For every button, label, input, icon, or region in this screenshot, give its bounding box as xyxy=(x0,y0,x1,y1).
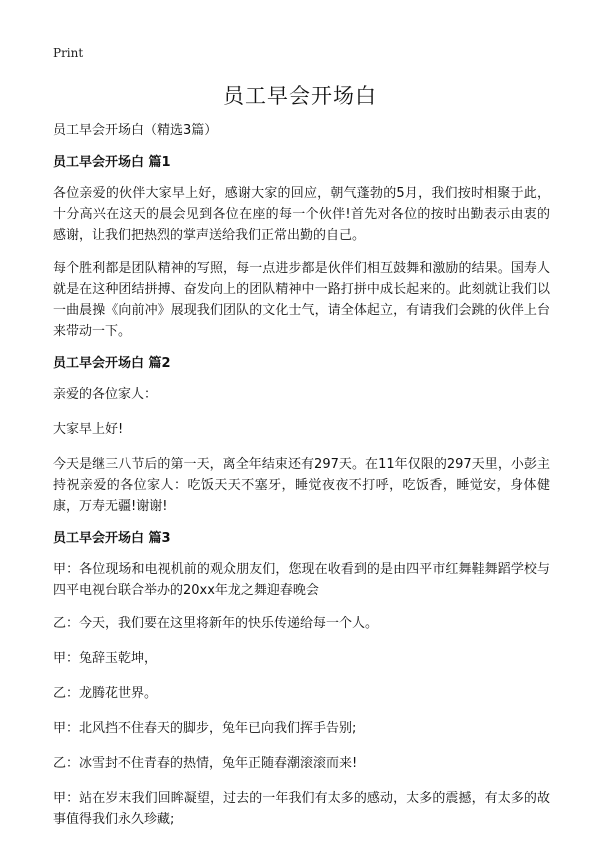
paragraph: 大家早上好! xyxy=(53,422,124,437)
print-link[interactable]: Print xyxy=(53,46,84,60)
section-heading-1: 员工早会开场白 篇1 xyxy=(53,155,171,170)
paragraph: 甲：站在岁末我们回眸凝望，过去的一年我们有太多的感动，太多的震撼，有太多的故事值得我们永久珍藏; xyxy=(53,791,550,827)
paragraph: 各位亲爱的伙伴大家早上好，感谢大家的回应，朝气蓬勃的5月，我们按时相聚于此，十分高兴在这天的晨会见到各位在座的每一个伙伴!首先对各位的按时出勤表示由衷的感谢，让我们把热烈的掌声送给我们正常出勤的自己。 xyxy=(53,186,550,243)
section-heading-2: 员工早会开场白 篇2 xyxy=(53,356,171,371)
paragraph: 亲爱的各位家人： xyxy=(53,387,158,402)
paragraph: 乙：今天，我们要在这里将新年的快乐传递给每一个人。 xyxy=(53,616,379,631)
paragraph: 今天是继三八节后的第一天，离全年结束还有297天。在11年仅限的297天里，小彭主持祝亲爱的各位家人：吃饭天天不塞牙，睡觉夜夜不打呼，吃饭香，睡觉安，身体健康，万寿无疆!谢谢! xyxy=(53,457,550,514)
paragraph: 乙：冰雪封不住青春的热情，兔年正随春潮滚滚而来! xyxy=(53,756,358,771)
paragraph: 甲：北风挡不住春天的脚步，兔年已向我们挥手告别; xyxy=(53,721,357,736)
paragraph: 乙：龙腾花世界。 xyxy=(53,686,158,701)
paragraph: 每个胜利都是团队精神的写照，每一点进步都是伙伴们相互鼓舞和激励的结果。国寿人就是在这种团结拼搏、奋发向上的团队精神中一路打拼中成长起来的。此刻就让我们以一曲晨操《向前冲》展现我们团队的文化士气，请全体起立，有请我们会跳的伙伴上台来带动一下。 xyxy=(53,261,550,339)
paragraph: 甲：各位现场和电视机前的观众朋友们，您现在收看到的是由四平市红舞鞋舞蹈学校与四平电视台联合举办的20xx年龙之舞迎春晚会 xyxy=(53,562,550,598)
section-heading-3: 员工早会开场白 篇3 xyxy=(53,531,171,546)
paragraph: 甲：兔辞玉乾坤， xyxy=(53,651,158,666)
document-title: 员工早会开场白 xyxy=(223,84,377,108)
document-body xyxy=(53,121,550,842)
document-subtitle: 员工早会开场白（精选3篇） xyxy=(53,123,218,138)
